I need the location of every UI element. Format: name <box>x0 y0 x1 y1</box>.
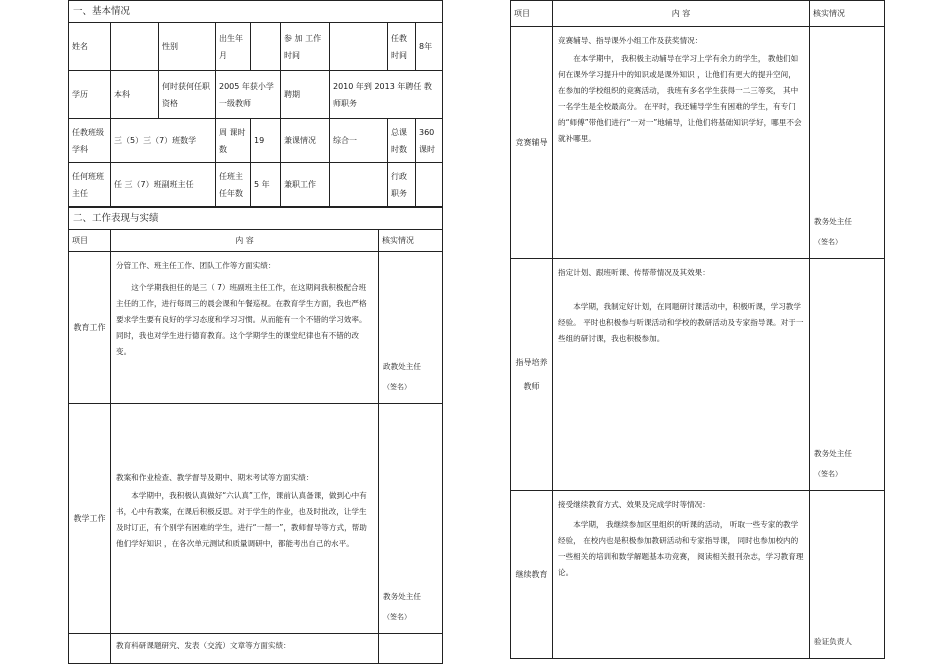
headyears-value: 5 年 <box>251 163 281 207</box>
edu-work-text: 这个学期我担任的是三（ 7）班副班主任工作，在这期间我积极配合班主任的工作，进行每周三的晨会课和午餐巡视。在教育学生方面，我也严格要求学生要有良好的学习态度和学习习惯。从而能有一个不错的学习效率。同时，我也对学生进行德育教育。这个学期学生的课堂纪律也有不错的改变。 <box>116 283 367 356</box>
parttime-value: 综合一 <box>330 119 388 163</box>
guide-check <box>810 259 885 491</box>
edu-work-signer: 政教处主任 <box>383 362 421 371</box>
research-heading: 教育科研课题研究、发表（交流）文章等方面实绩： <box>116 641 291 650</box>
cont-text: 本学期， 我继续参加区里组织的听课的活动， 听取一些专家的教学经验， 在校内也是积极参加教研活动和专家指导课， 同时也参加校内的一些相关的培训和数学解题基本功竞赛， 阅读相关报刊杂志，学习教育理论。 <box>558 520 804 577</box>
cont-heading: 接受继续教育方式、效果及完成学时等情况： <box>558 500 710 509</box>
col-item: 项目 <box>69 230 111 252</box>
guide-content <box>553 259 810 491</box>
name-label: 姓名 <box>69 23 111 71</box>
right-page <box>510 0 884 659</box>
basic-info-table <box>68 0 443 207</box>
guide-signer: 教务处主任 <box>814 449 852 458</box>
guide-heading: 指定计划、跟班听课、传帮带情况及其效果： <box>558 268 710 277</box>
headyears-label: 任班主任年数 <box>216 163 251 207</box>
edu-value: 本科 <box>111 71 159 119</box>
class-value: 三（5）三（7）班数学 <box>111 119 216 163</box>
qual-value: 2005 年获小学一级教师 <box>216 71 281 119</box>
guide-sign: （签名） <box>814 470 842 478</box>
birth-value <box>251 23 281 71</box>
years-value: 8年 <box>416 23 443 71</box>
head-label: 任何班班主任 <box>69 163 111 207</box>
col-content: 内 容 <box>553 1 810 27</box>
total-label: 总课时数 <box>388 119 416 163</box>
weekly-label: 周 课时 数 <box>216 119 251 163</box>
section-basic-title: 一、基本情况 <box>69 1 443 23</box>
teach-work-signer: 教务处主任 <box>383 592 421 601</box>
edu-label: 学历 <box>69 71 111 119</box>
cont-label: 继续教育 <box>511 491 553 659</box>
teach-work-label: 教学工作 <box>69 404 111 634</box>
contest-text: 在本学期中， 我积极主动辅导在学习上学有余力的学生， 教他们如何在课外学习提升中的知识或是课外知识 ，让他们有更大的提升空间， 在参加的学校组织的竞赛活动， 我班有多名学生获得一二三等奖， 其中一名学生是全校最高分。 在平时，我还辅导学生有困难的学生，有专门的“师傅”带他们进行“一对一”地辅导，让他们将基础知识学好，哪里不会就补哪里。 <box>558 54 802 143</box>
teach-work-sign: （签名） <box>383 613 411 621</box>
contest-label: 竞赛辅导 <box>511 27 553 259</box>
edu-work-content <box>111 252 379 404</box>
weekly-value: 19 <box>251 119 281 163</box>
research-check <box>379 634 443 664</box>
left-page <box>68 0 442 664</box>
cont-signer: 验证负责人 <box>814 637 852 646</box>
performance-table <box>68 207 443 664</box>
edu-work-label: 教育工作 <box>69 252 111 404</box>
job-value <box>330 163 388 207</box>
gender-label: 性别 <box>159 23 216 71</box>
qual-label: 何时获何任职资格 <box>159 71 216 119</box>
cont-content <box>553 491 810 659</box>
admin-value <box>416 163 443 207</box>
teach-work-content <box>111 404 379 634</box>
hire-label: 聘期 <box>281 71 330 119</box>
contest-content <box>553 27 810 259</box>
col-check: 核实情况 <box>810 1 885 27</box>
right-table <box>510 0 885 659</box>
contest-sign: （签名） <box>814 238 842 246</box>
class-label: 任教班级学科 <box>69 119 111 163</box>
contest-signer: 教务处主任 <box>814 217 852 226</box>
teach-work-check <box>379 404 443 634</box>
col-check: 核实情况 <box>379 230 443 252</box>
years-label: 任教时间 <box>388 23 416 71</box>
contest-heading: 竞赛辅导、指导课外小组工作及获奖情况： <box>558 36 703 45</box>
research-content <box>111 634 379 664</box>
admin-label: 行政职务 <box>388 163 416 207</box>
work-time-value <box>330 23 388 71</box>
edu-work-check <box>379 252 443 404</box>
birth-label: 出生年月 <box>216 23 251 71</box>
col-item: 项目 <box>511 1 553 27</box>
teach-work-text: 本学期中，我积极认真做好“六认真”工作，课前认真备课，做到心中有书，心中有教案，在课后积极反思。对于学生的作业，也及时批改，让学生及时订正，有个别学有困难的学生，进行“一帮一”，教师督导等方式，帮助他们学好知识 ，在各次单元测试和质量调研中，都能考出自己的水平。 <box>116 491 367 548</box>
guide-label: 指导培养教师 <box>511 259 553 491</box>
job-label: 兼职工作 <box>281 163 330 207</box>
guide-text: 本学期，我制定好计划，在同题研讨课活动中，积极听课，学习教学经验。 平时也积极参与听课活动和学校的教研活动及专家指导课。对于一些组的研讨课，我也积极参加。 <box>558 302 804 343</box>
edu-work-sign: （签名） <box>383 383 411 391</box>
col-content: 内 容 <box>111 230 379 252</box>
edu-work-heading: 分管工作、班主任工作、团队工作等方面实绩： <box>116 261 276 270</box>
total-value: 360 课时 <box>416 119 443 163</box>
contest-check <box>810 27 885 259</box>
hire-value: 2010 年到 2013 年聘任 教师职务 <box>330 71 443 119</box>
section-performance-title: 二、工作表现与实绩 <box>69 208 443 230</box>
research-label <box>69 634 111 664</box>
teach-work-heading: 教案和作业检查、教学督导及期中、期末考试等方面实绩： <box>116 473 314 482</box>
work-time-label: 参 加 工作时间 <box>281 23 330 71</box>
name-value <box>111 23 159 71</box>
head-value: 任 三（7）班副班主任 <box>111 163 216 207</box>
parttime-label: 兼课情况 <box>281 119 330 163</box>
cont-check <box>810 491 885 659</box>
